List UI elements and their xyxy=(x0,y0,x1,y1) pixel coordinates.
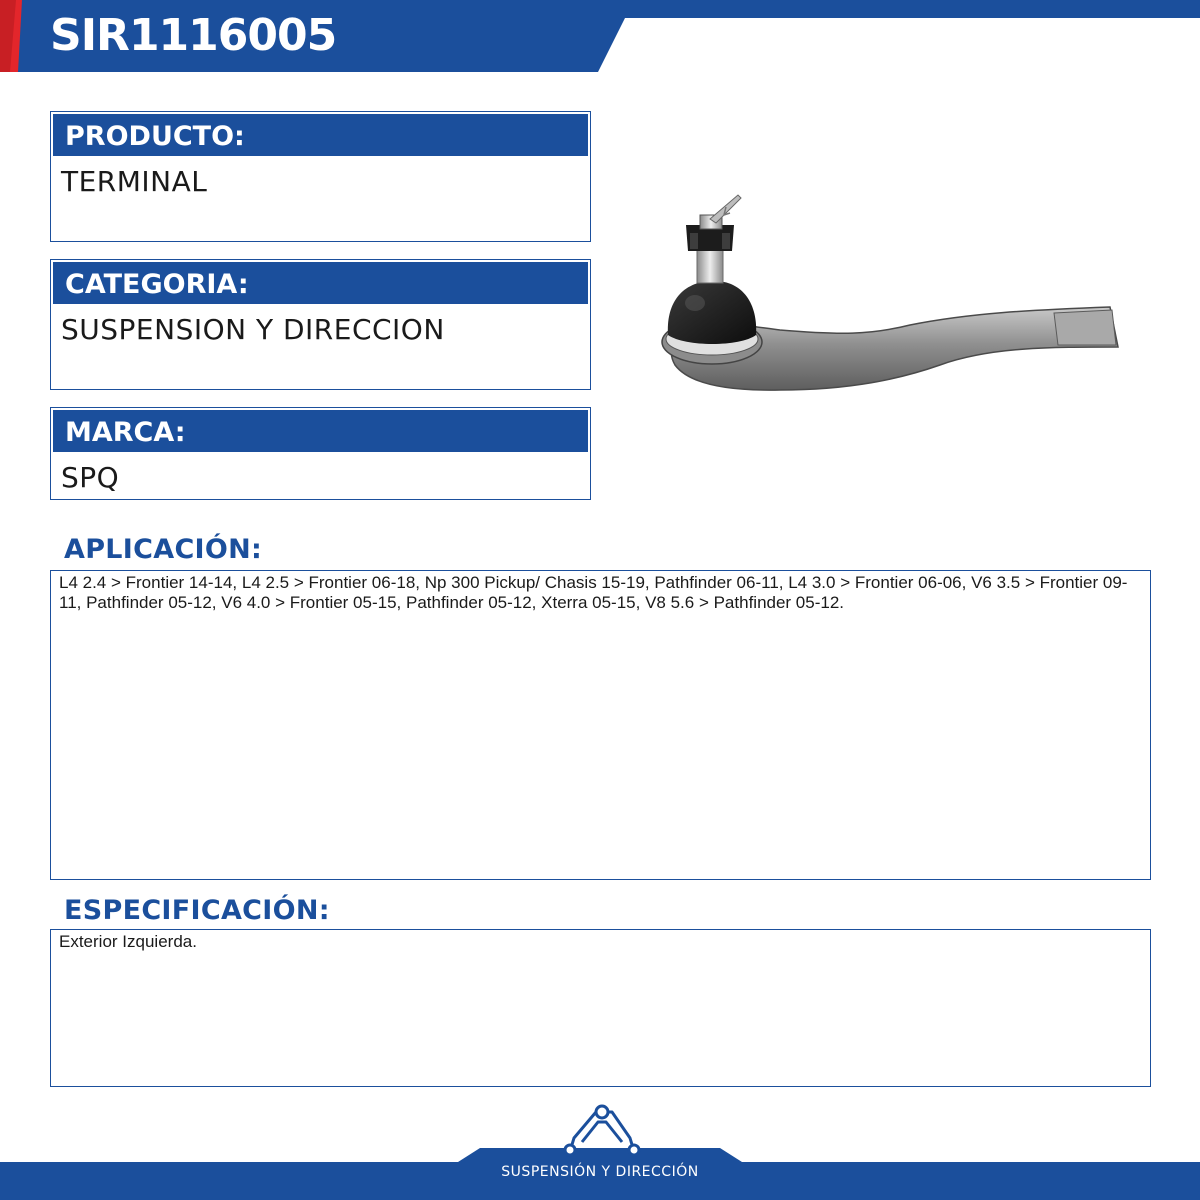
categoria-box xyxy=(50,259,591,390)
footer-banner xyxy=(0,1100,1200,1200)
marca-box xyxy=(50,407,591,500)
especificacion-text: Exterior Izquierda. xyxy=(59,932,197,951)
producto-label: PRODUCTO: xyxy=(51,112,590,158)
marca-label: MARCA: xyxy=(51,408,590,454)
marca-value: SPQ xyxy=(61,461,120,494)
header-banner xyxy=(0,0,1200,72)
footer-background xyxy=(0,1100,1200,1200)
tie-rod-end-illustration xyxy=(650,185,1130,410)
aplicacion-box xyxy=(50,570,1151,880)
footer-category-label: SUSPENSIÓN Y DIRECCIÓN xyxy=(501,1164,699,1180)
aplicacion-title: APLICACIÓN: xyxy=(64,534,263,565)
producto-value: TERMINAL xyxy=(61,165,208,198)
producto-box xyxy=(50,111,591,242)
categoria-value: SUSPENSION Y DIRECCION xyxy=(61,313,445,346)
especificacion-box xyxy=(50,929,1151,1087)
especificacion-title: ESPECIFICACIÓN: xyxy=(64,895,330,926)
product-sku: SIR1116005 xyxy=(50,10,337,61)
product-image xyxy=(650,185,1130,410)
categoria-label: CATEGORIA: xyxy=(51,260,590,306)
aplicacion-text: L4 2.4 > Frontier 14-14, L4 2.5 > Frontier 06-18, Np 300 Pickup/ Chasis 15-19, Pathfinder 06-11, L4 3.0 > Frontier 06-06, V6 3.5 > Frontier 09-11, Pathfinder 05-12, V6 4.0 > Frontier 05-15, Pathfinder 05-12, Xterra 05-15, V8 5.6 > Pathfinder 05-12. xyxy=(59,573,1128,612)
